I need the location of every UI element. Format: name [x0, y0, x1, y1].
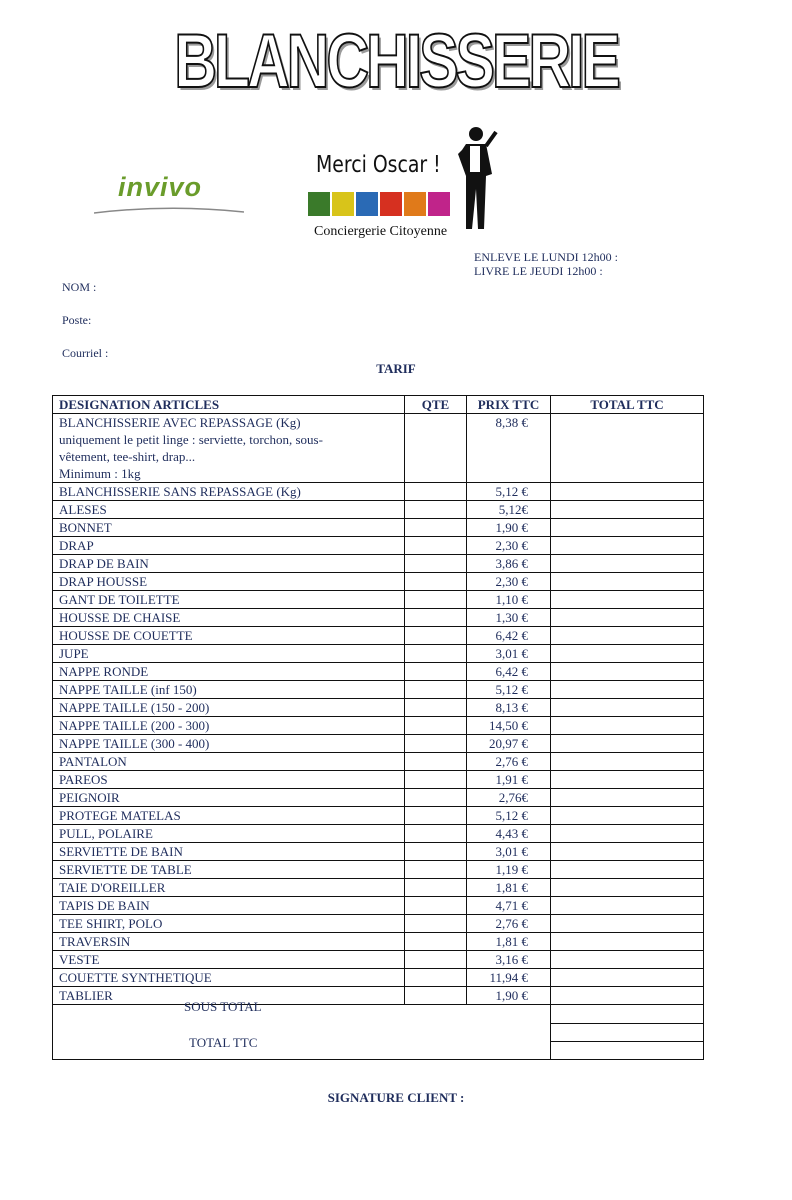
- leaf-icon: [356, 192, 378, 216]
- article-note: vêtement, tee-shirt, drap...: [59, 449, 196, 464]
- table-row: [53, 789, 704, 807]
- table-row: [53, 555, 704, 573]
- qty-cell[interactable]: [405, 879, 467, 897]
- totals-label-area: [53, 1005, 551, 1060]
- price-cell: 3,16 €: [467, 951, 551, 969]
- total-cell[interactable]: [551, 879, 704, 897]
- oscar-subtitle: Conciergerie Citoyenne: [314, 224, 448, 239]
- table-row: [53, 825, 704, 843]
- total-cell[interactable]: [551, 663, 704, 681]
- total-cell[interactable]: [551, 969, 704, 987]
- price-cell: 2,76€: [467, 789, 551, 807]
- price-cell: 2,30 €: [467, 537, 551, 555]
- article-name: TABLIER: [53, 987, 405, 1005]
- price-cell: 8,13 €: [467, 699, 551, 717]
- invivo-logo-text: invivo: [118, 172, 203, 202]
- article-name: JUPE: [53, 645, 405, 663]
- basket-icon: [380, 192, 402, 216]
- article-name: HOUSSE DE CHAISE: [53, 609, 405, 627]
- qty-cell[interactable]: [405, 717, 467, 735]
- table-row: [53, 807, 704, 825]
- article-minimum: Minimum : 1kg: [59, 466, 141, 481]
- page-title: BLANCHISSERIE: [174, 19, 618, 104]
- total-cell[interactable]: [551, 681, 704, 699]
- price-cell: 6,42 €: [467, 627, 551, 645]
- total-cell[interactable]: [551, 555, 704, 573]
- article-name: DRAP DE BAIN: [53, 555, 405, 573]
- article-name: NAPPE RONDE: [53, 663, 405, 681]
- price-cell: 3,86 €: [467, 555, 551, 573]
- article-name: NAPPE TAILLE (200 - 300): [53, 717, 405, 735]
- total-cell[interactable]: [551, 414, 704, 483]
- client-signature-label: SIGNATURE CLIENT :: [327, 1090, 465, 1105]
- table-row: [53, 627, 704, 645]
- table-row: [53, 519, 704, 537]
- article-name: NAPPE TAILLE (inf 150): [53, 681, 405, 699]
- article-name: BLANCHISSERIE SANS REPASSAGE (Kg): [53, 483, 405, 501]
- client-name-label: NOM :: [62, 280, 97, 294]
- price-cell: 4,71 €: [467, 897, 551, 915]
- price-cell: 5,12 €: [467, 483, 551, 501]
- total-cell[interactable]: [551, 825, 704, 843]
- qty-cell[interactable]: [405, 627, 467, 645]
- price-cell: 1,81 €: [467, 879, 551, 897]
- article-name: COUETTE SYNTHETIQUE: [53, 969, 405, 987]
- header-qte: QTE: [405, 396, 467, 414]
- table-row: [53, 951, 704, 969]
- price-cell: 14,50 €: [467, 717, 551, 735]
- qty-cell[interactable]: [405, 537, 467, 555]
- butler-silhouette-icon: [450, 124, 500, 234]
- qty-cell[interactable]: [405, 933, 467, 951]
- article-name: PANTALON: [53, 753, 405, 771]
- price-cell: 6,42 €: [467, 663, 551, 681]
- price-cell: 1,81 €: [467, 933, 551, 951]
- qty-cell[interactable]: [405, 789, 467, 807]
- price-cell: 4,43 €: [467, 825, 551, 843]
- total-cell[interactable]: [551, 519, 704, 537]
- total-cell[interactable]: [551, 951, 704, 969]
- table-row: [53, 897, 704, 915]
- table-row: [53, 879, 704, 897]
- article-name: BONNET: [53, 519, 405, 537]
- pen-icon: [404, 192, 426, 216]
- price-cell: 5,12 €: [467, 681, 551, 699]
- total-cell[interactable]: [551, 645, 704, 663]
- total-cell[interactable]: [551, 717, 704, 735]
- total-cell[interactable]: [551, 537, 704, 555]
- qty-cell[interactable]: [405, 555, 467, 573]
- article-name: SERVIETTE DE BAIN: [53, 843, 405, 861]
- total-cell[interactable]: [551, 627, 704, 645]
- invivo-swoosh-icon: [94, 206, 244, 214]
- total-cell[interactable]: [551, 609, 704, 627]
- pickup-day: ENLEVE LE LUNDI 12h00 :: [474, 250, 618, 264]
- price-cell: 2,30 €: [467, 573, 551, 591]
- subtotal-value-cell[interactable]: [551, 1005, 704, 1024]
- qty-cell[interactable]: [405, 735, 467, 753]
- price-cell: 5,12 €: [467, 807, 551, 825]
- price-table: [52, 395, 704, 1060]
- table-row: [53, 537, 704, 555]
- qty-cell[interactable]: [405, 969, 467, 987]
- article-name: ALESES: [53, 501, 405, 519]
- article-name: PEIGNOIR: [53, 789, 405, 807]
- total-cell[interactable]: [551, 843, 704, 861]
- qty-cell[interactable]: [405, 573, 467, 591]
- qty-cell[interactable]: [405, 414, 467, 483]
- price-cell: 1,90 €: [467, 987, 551, 1005]
- table-row: [53, 501, 704, 519]
- article-name: GANT DE TOILETTE: [53, 591, 405, 609]
- article-name: HOUSSE DE COUETTE: [53, 627, 405, 645]
- qty-cell[interactable]: [405, 951, 467, 969]
- total-cell[interactable]: [551, 573, 704, 591]
- table-row: [53, 609, 704, 627]
- price-cell: 1,10 €: [467, 591, 551, 609]
- table-row: [53, 591, 704, 609]
- price-cell: 2,76 €: [467, 753, 551, 771]
- table-row: [53, 843, 704, 861]
- price-cell: 2,76 €: [467, 915, 551, 933]
- table-row: [53, 663, 704, 681]
- article-name: VESTE: [53, 951, 405, 969]
- article-name: DRAP HOUSSE: [53, 573, 405, 591]
- invivo-logo: [94, 172, 246, 216]
- qty-cell[interactable]: [405, 609, 467, 627]
- total-cell[interactable]: [551, 735, 704, 753]
- table-row: [53, 645, 704, 663]
- total-blank-cell[interactable]: [551, 1024, 704, 1042]
- table-row: [53, 699, 704, 717]
- price-cell: 5,12€: [467, 501, 551, 519]
- qty-cell[interactable]: [405, 897, 467, 915]
- client-email-label: Courriel :: [62, 346, 109, 360]
- total-cell[interactable]: [551, 483, 704, 501]
- qty-cell[interactable]: [405, 753, 467, 771]
- table-row: [53, 987, 704, 1005]
- oscar-logo-text: Merci Oscar !: [316, 152, 441, 178]
- tarif-heading: TARIF: [376, 361, 416, 376]
- article-name: TAPIS DE BAIN: [53, 897, 405, 915]
- article-name: PAREOS: [53, 771, 405, 789]
- table-row: [53, 771, 704, 789]
- article-note: uniquement le petit linge : serviette, torchon, sous-: [59, 432, 323, 447]
- price-cell: 8,38 €: [467, 414, 551, 483]
- yoga-icon: [428, 192, 450, 216]
- price-cell: 3,01 €: [467, 645, 551, 663]
- oscar-icon-strip: [308, 192, 450, 216]
- table-row: [53, 969, 704, 987]
- table-row: [53, 753, 704, 771]
- totals-row: [53, 1005, 704, 1024]
- header-total: TOTAL TTC: [551, 396, 704, 414]
- total-cell[interactable]: [551, 807, 704, 825]
- merci-oscar-logo: [300, 120, 505, 245]
- article-designation: [53, 414, 405, 483]
- article-name: NAPPE TAILLE (150 - 200): [53, 699, 405, 717]
- qty-cell[interactable]: [405, 825, 467, 843]
- price-cell: 1,30 €: [467, 609, 551, 627]
- price-cell: 3,01 €: [467, 843, 551, 861]
- header-designation: DESIGNATION ARTICLES: [53, 396, 405, 414]
- table-row: [53, 735, 704, 753]
- total-cell[interactable]: [551, 915, 704, 933]
- table-row: [53, 717, 704, 735]
- article-name: PROTEGE MATELAS: [53, 807, 405, 825]
- qty-cell[interactable]: [405, 699, 467, 717]
- delivery-day: LIVRE LE JEUDI 12h00 :: [474, 264, 603, 278]
- table-row: [53, 915, 704, 933]
- subtotal-label: SOUS TOTAL: [184, 999, 262, 1014]
- qty-cell[interactable]: [405, 987, 467, 1005]
- total-cell[interactable]: [551, 897, 704, 915]
- article-name: NAPPE TAILLE (300 - 400): [53, 735, 405, 753]
- qty-cell[interactable]: [405, 519, 467, 537]
- total-cell[interactable]: [551, 753, 704, 771]
- table-row: [53, 414, 704, 483]
- total-ttc-value-cell[interactable]: [551, 1042, 704, 1060]
- table-row: [53, 933, 704, 951]
- table-row: [53, 483, 704, 501]
- article-name: DRAP: [53, 537, 405, 555]
- article-name: TAIE D'OREILLER: [53, 879, 405, 897]
- total-cell[interactable]: [551, 591, 704, 609]
- total-cell[interactable]: [551, 933, 704, 951]
- total-cell[interactable]: [551, 501, 704, 519]
- total-cell[interactable]: [551, 699, 704, 717]
- article-name: BLANCHISSERIE AVEC REPASSAGE (Kg): [59, 415, 301, 430]
- table-row: [53, 861, 704, 879]
- table-row: [53, 573, 704, 591]
- qty-cell[interactable]: [405, 861, 467, 879]
- price-cell: 1,91 €: [467, 771, 551, 789]
- qty-cell[interactable]: [405, 663, 467, 681]
- article-name: SERVIETTE DE TABLE: [53, 861, 405, 879]
- header-prix: PRIX TTC: [467, 396, 551, 414]
- qty-cell[interactable]: [405, 483, 467, 501]
- article-name: TRAVERSIN: [53, 933, 405, 951]
- theater-masks-icon: [332, 192, 354, 216]
- qty-cell[interactable]: [405, 591, 467, 609]
- price-cell: 11,94 €: [467, 969, 551, 987]
- qty-cell[interactable]: [405, 807, 467, 825]
- price-cell: 1,90 €: [467, 519, 551, 537]
- price-cell: 1,19 €: [467, 861, 551, 879]
- price-cell: 20,97 €: [467, 735, 551, 753]
- total-cell[interactable]: [551, 861, 704, 879]
- qty-cell[interactable]: [405, 915, 467, 933]
- total-ttc-label: TOTAL TTC: [189, 1035, 258, 1050]
- table-row: [53, 681, 704, 699]
- qty-cell[interactable]: [405, 645, 467, 663]
- total-cell[interactable]: [551, 789, 704, 807]
- total-cell[interactable]: [551, 771, 704, 789]
- total-cell[interactable]: [551, 987, 704, 1005]
- client-position-label: Poste:: [62, 313, 92, 327]
- article-name: PULL, POLAIRE: [53, 825, 405, 843]
- qty-cell[interactable]: [405, 771, 467, 789]
- qty-cell[interactable]: [405, 681, 467, 699]
- qty-cell[interactable]: [405, 501, 467, 519]
- qty-cell[interactable]: [405, 843, 467, 861]
- lock-icon: [308, 192, 330, 216]
- article-name: TEE SHIRT, POLO: [53, 915, 405, 933]
